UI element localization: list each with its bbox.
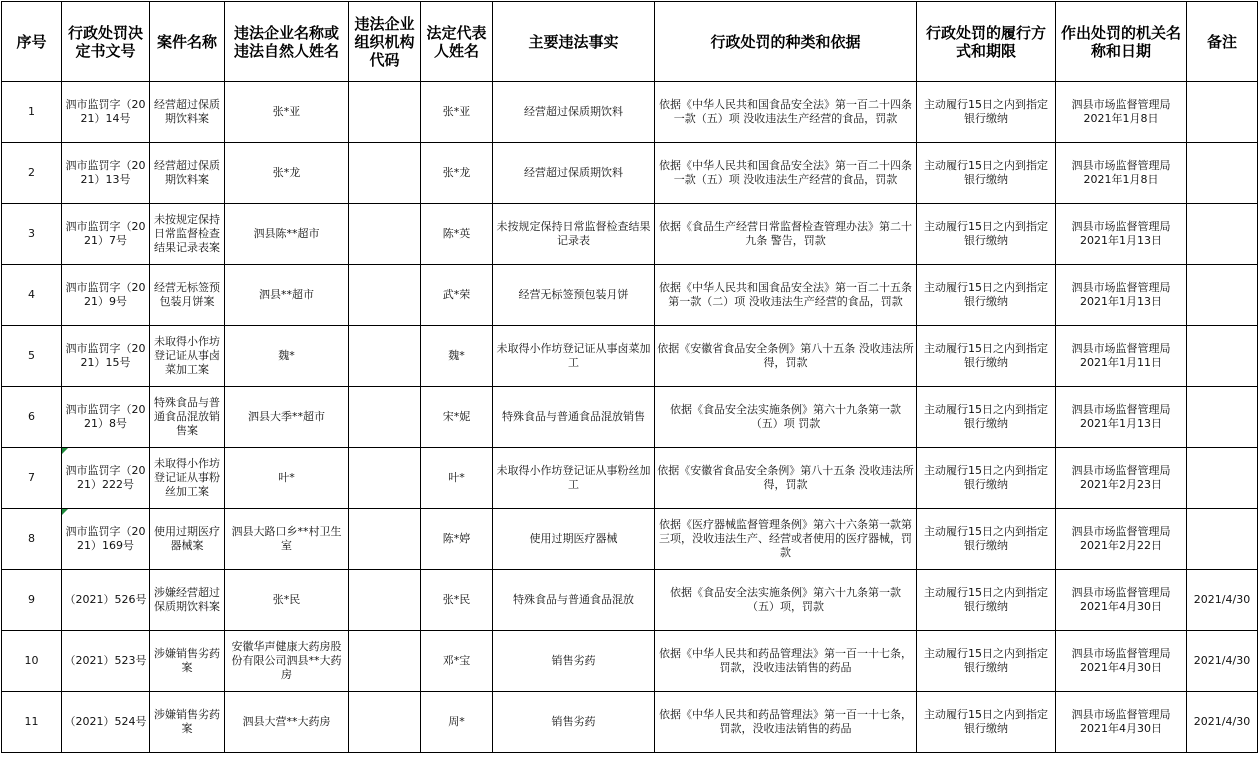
cell-seq: 8: [2, 509, 62, 570]
cell-case-name: 经营无标签预包装月饼案: [150, 265, 225, 326]
table-row: [2, 265, 1258, 326]
cell-facts: 经营超过保质期饮料: [493, 82, 655, 143]
cell-doc-no: 泗市监罚字（2021）15号: [62, 326, 150, 387]
table-row: [2, 326, 1258, 387]
cell-authority: [1056, 631, 1187, 692]
table-row: [2, 509, 1258, 570]
cell-legal-rep: 武*荣: [421, 265, 493, 326]
cell-legal-rep: 叶*: [421, 448, 493, 509]
cell-legal-rep: 张*亚: [421, 82, 493, 143]
cell-seq: 9: [2, 570, 62, 631]
cell-org-code: [349, 692, 421, 753]
cell-authority: [1056, 448, 1187, 509]
cell-execution: 主动履行15日之内到指定银行缴纳: [917, 326, 1056, 387]
cell-seq: 10: [2, 631, 62, 692]
cell-remark: [1187, 509, 1258, 570]
table-row: [2, 631, 1258, 692]
cell-authority: [1056, 570, 1187, 631]
cell-doc-no: 泗市监罚字（2021）13号: [62, 143, 150, 204]
cell-authority: [1056, 509, 1187, 570]
cell-facts: 未取得小作坊登记证从事卤菜加工: [493, 326, 655, 387]
cell-doc-no: 泗市监罚字（2021）169号: [62, 509, 150, 570]
table-row: [2, 204, 1258, 265]
cell-execution: 主动履行15日之内到指定银行缴纳: [917, 570, 1056, 631]
cell-seq: 11: [2, 692, 62, 753]
authority-name: 泗县市场监督管理局: [1071, 464, 1171, 477]
cell-penalty: 依据《中华人民共和国食品安全法》第一百二十五条第一款（二）项 没收违法生产经营的食品，罚款: [655, 265, 917, 326]
authority-name: 泗县市场监督管理局: [1071, 586, 1171, 599]
cell-penalty: 依据《中华人民共和国食品安全法》第一百二十四条一款（五）项 没收违法生产经营的食品，罚款: [655, 143, 917, 204]
header-penalty: 行政处罚的种类和依据: [655, 2, 917, 82]
cell-execution: 主动履行15日之内到指定银行缴纳: [917, 692, 1056, 753]
cell-execution: 主动履行15日之内到指定银行缴纳: [917, 509, 1056, 570]
authority-name: 泗县市场监督管理局: [1071, 647, 1171, 660]
cell-party: 泗县大营**大药房: [225, 692, 349, 753]
cell-party: 张*亚: [225, 82, 349, 143]
cell-party: 魏*: [225, 326, 349, 387]
decision-date: 2021年2月22日: [1080, 539, 1162, 552]
cell-seq: 7: [2, 448, 62, 509]
table-row: [2, 82, 1258, 143]
cell-doc-no: 泗市监罚字（2021）14号: [62, 82, 150, 143]
table-row: [2, 387, 1258, 448]
cell-seq: 3: [2, 204, 62, 265]
authority-name: 泗县市场监督管理局: [1071, 342, 1171, 355]
cell-execution: 主动履行15日之内到指定银行缴纳: [917, 265, 1056, 326]
authority-name: 泗县市场监督管理局: [1071, 403, 1171, 416]
header-org-code: 违法企业组织机构代码: [349, 2, 421, 82]
cell-party: 泗县大季**超市: [225, 387, 349, 448]
table-row: [2, 143, 1258, 204]
cell-execution: 主动履行15日之内到指定银行缴纳: [917, 631, 1056, 692]
header-doc-no: 行政处罚决定书文号: [62, 2, 150, 82]
decision-date: 2021年4月30日: [1080, 661, 1162, 674]
cell-penalty: 依据《食品生产经营日常监督检查管理办法》第二十九条 警告，罚款: [655, 204, 917, 265]
cell-authority: [1056, 265, 1187, 326]
cell-doc-no: （2021）524号: [62, 692, 150, 753]
cell-facts: 销售劣药: [493, 631, 655, 692]
cell-case-name: 涉嫌销售劣药案: [150, 692, 225, 753]
cell-execution: 主动履行15日之内到指定银行缴纳: [917, 143, 1056, 204]
cell-seq: 5: [2, 326, 62, 387]
decision-date: 2021年4月30日: [1080, 600, 1162, 613]
cell-party: 叶*: [225, 448, 349, 509]
cell-doc-no: 泗市监罚字（2021）222号: [62, 448, 150, 509]
cell-case-name: 使用过期医疗器械案: [150, 509, 225, 570]
cell-facts: 经营超过保质期饮料: [493, 143, 655, 204]
authority-name: 泗县市场监督管理局: [1071, 98, 1171, 111]
cell-doc-no: 泗市监罚字（2021）9号: [62, 265, 150, 326]
cell-execution: 主动履行15日之内到指定银行缴纳: [917, 387, 1056, 448]
table-body: [2, 82, 1258, 753]
cell-case-name: 未取得小作坊登记证从事卤菜加工案: [150, 326, 225, 387]
cell-authority: [1056, 326, 1187, 387]
header-seq: 序号: [2, 2, 62, 82]
cell-authority: [1056, 143, 1187, 204]
authority-name: 泗县市场监督管理局: [1071, 159, 1171, 172]
cell-remark: [1187, 143, 1258, 204]
cell-facts: 销售劣药: [493, 692, 655, 753]
cell-seq: 6: [2, 387, 62, 448]
cell-remark: [1187, 82, 1258, 143]
cell-legal-rep: 魏*: [421, 326, 493, 387]
header-row: [2, 2, 1258, 82]
cell-authority: [1056, 387, 1187, 448]
cell-case-name: 未取得小作坊登记证从事粉丝加工案: [150, 448, 225, 509]
cell-remark: [1187, 265, 1258, 326]
header-facts: 主要违法事实: [493, 2, 655, 82]
decision-date: 2021年2月23日: [1080, 478, 1162, 491]
cell-doc-no: （2021）526号: [62, 570, 150, 631]
decision-date: 2021年1月8日: [1083, 173, 1159, 186]
cell-seq: 4: [2, 265, 62, 326]
cell-remark: 2021/4/30: [1187, 570, 1258, 631]
cell-remark: [1187, 326, 1258, 387]
cell-doc-no: 泗市监罚字（2021）8号: [62, 387, 150, 448]
authority-name: 泗县市场监督管理局: [1071, 708, 1171, 721]
cell-org-code: [349, 82, 421, 143]
decision-date: 2021年1月13日: [1080, 295, 1162, 308]
cell-legal-rep: 张*龙: [421, 143, 493, 204]
cell-authority: [1056, 82, 1187, 143]
decision-date: 2021年1月13日: [1080, 417, 1162, 430]
cell-penalty: 依据《医疗器械监督管理条例》第六十六条第一款第三项，没收违法生产、经营或者使用的医疗器械，罚款: [655, 509, 917, 570]
cell-org-code: [349, 143, 421, 204]
table-row: [2, 692, 1258, 753]
cell-facts: 特殊食品与普通食品混放销售: [493, 387, 655, 448]
table-row: [2, 448, 1258, 509]
cell-party: 张*民: [225, 570, 349, 631]
cell-case-name: 未按规定保持日常监督检查结果记录表案: [150, 204, 225, 265]
cell-case-name: 经营超过保质期饮料案: [150, 143, 225, 204]
header-case-name: 案件名称: [150, 2, 225, 82]
header-execution: 行政处罚的履行方式和期限: [917, 2, 1056, 82]
cell-legal-rep: 邓*宝: [421, 631, 493, 692]
cell-facts: 特殊食品与普通食品混放: [493, 570, 655, 631]
cell-org-code: [349, 387, 421, 448]
cell-penalty: 依据《中华人民共和国食品安全法》第一百二十四条一款（五）项 没收违法生产经营的食品，罚款: [655, 82, 917, 143]
cell-doc-no: （2021）523号: [62, 631, 150, 692]
authority-name: 泗县市场监督管理局: [1071, 220, 1171, 233]
decision-date: 2021年1月13日: [1080, 234, 1162, 247]
cell-doc-no: 泗市监罚字（2021）7号: [62, 204, 150, 265]
cell-execution: 主动履行15日之内到指定银行缴纳: [917, 448, 1056, 509]
cell-party: 张*龙: [225, 143, 349, 204]
cell-org-code: [349, 265, 421, 326]
cell-org-code: [349, 326, 421, 387]
cell-party: 泗县大路口乡**村卫生室: [225, 509, 349, 570]
cell-party: 泗县陈**超市: [225, 204, 349, 265]
cell-facts: 经营无标签预包装月饼: [493, 265, 655, 326]
cell-penalty: 依据《食品安全法实施条例》第六十九条第一款（五）项 罚款: [655, 387, 917, 448]
cell-execution: 主动履行15日之内到指定银行缴纳: [917, 82, 1056, 143]
cell-legal-rep: 陈*婷: [421, 509, 493, 570]
cell-party: 安徽华声健康大药房股份有限公司泗县**大药房: [225, 631, 349, 692]
cell-penalty: 依据《食品安全法实施条例》第六十九条第一款（五）项，罚款: [655, 570, 917, 631]
header-legal-rep: 法定代表人姓名: [421, 2, 493, 82]
cell-authority: [1056, 204, 1187, 265]
cell-org-code: [349, 570, 421, 631]
cell-penalty: 依据《中华人民共和药品管理法》第一百一十七条，罚款，没收违法销售的药品: [655, 631, 917, 692]
decision-date: 2021年1月11日: [1080, 356, 1162, 369]
cell-execution: 主动履行15日之内到指定银行缴纳: [917, 204, 1056, 265]
decision-date: 2021年1月8日: [1083, 112, 1159, 125]
decision-date: 2021年4月30日: [1080, 722, 1162, 735]
cell-seq: 1: [2, 82, 62, 143]
cell-case-name: 经营超过保质期饮料案: [150, 82, 225, 143]
cell-facts: 未取得小作坊登记证从事粉丝加工: [493, 448, 655, 509]
cell-penalty: 依据《安徽省食品安全条例》第八十五条 没收违法所得，罚款: [655, 326, 917, 387]
cell-penalty: 依据《安徽省食品安全条例》第八十五条 没收违法所得，罚款: [655, 448, 917, 509]
cell-legal-rep: 张*民: [421, 570, 493, 631]
cell-legal-rep: 宋*妮: [421, 387, 493, 448]
cell-remark: 2021/4/30: [1187, 631, 1258, 692]
table-row: [2, 570, 1258, 631]
cell-authority: [1056, 692, 1187, 753]
cell-facts: 未按规定保持日常监督检查结果记录表: [493, 204, 655, 265]
cell-case-name: 特殊食品与普通食品混放销售案: [150, 387, 225, 448]
cell-org-code: [349, 631, 421, 692]
authority-name: 泗县市场监督管理局: [1071, 281, 1171, 294]
cell-org-code: [349, 448, 421, 509]
cell-remark: [1187, 204, 1258, 265]
cell-legal-rep: 陈*英: [421, 204, 493, 265]
penalty-table: [1, 1, 1258, 753]
cell-org-code: [349, 204, 421, 265]
cell-penalty: 依据《中华人民共和药品管理法》第一百一十七条，罚款，没收违法销售的药品: [655, 692, 917, 753]
cell-remark: [1187, 448, 1258, 509]
cell-facts: 使用过期医疗器械: [493, 509, 655, 570]
cell-org-code: [349, 509, 421, 570]
cell-case-name: 涉嫌经营超过保质期饮料案: [150, 570, 225, 631]
cell-remark: [1187, 387, 1258, 448]
cell-party: 泗县**超市: [225, 265, 349, 326]
cell-case-name: 涉嫌销售劣药案: [150, 631, 225, 692]
header-remark: 备注: [1187, 2, 1258, 82]
cell-legal-rep: 周*: [421, 692, 493, 753]
cell-seq: 2: [2, 143, 62, 204]
authority-name: 泗县市场监督管理局: [1071, 525, 1171, 538]
header-party: 违法企业名称或违法自然人姓名: [225, 2, 349, 82]
cell-remark: 2021/4/30: [1187, 692, 1258, 753]
header-authority: 作出处罚的机关名称和日期: [1056, 2, 1187, 82]
